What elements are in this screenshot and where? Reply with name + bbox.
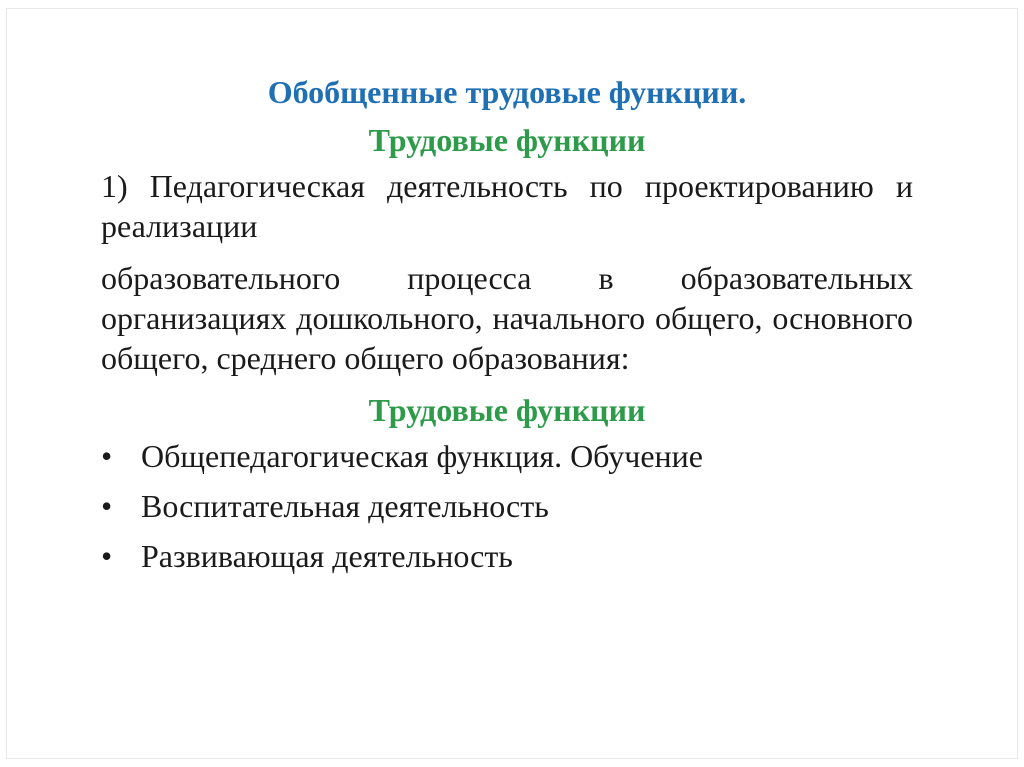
bullet-text: Воспитательная деятельность [141,488,549,524]
bullet-list [101,436,913,576]
slide-content [101,72,913,586]
bullet-text: Общепедагогическая функция. Обучение [141,438,703,474]
bullet-icon: • [101,538,113,574]
paragraph-line-1: 1) Педагогическая деятельность по проектированию и реализации [101,168,913,244]
paragraph-block-2: образовательного процесса в образовательных организациях дошкольного, начального общего, основного общего, среднего общего образования: [101,260,913,376]
bullet-icon: • [101,438,113,474]
bullet-text: Развивающая деятельность [141,538,513,574]
slide-title: Обобщенные трудовые функции. [267,74,747,110]
bullet-item [101,486,913,526]
section-heading-2: Трудовые функции [368,392,646,428]
section-heading-1: Трудовые функции [368,122,646,158]
bullet-icon: • [101,488,113,524]
bullet-item [101,436,913,476]
bullet-item [101,536,913,576]
